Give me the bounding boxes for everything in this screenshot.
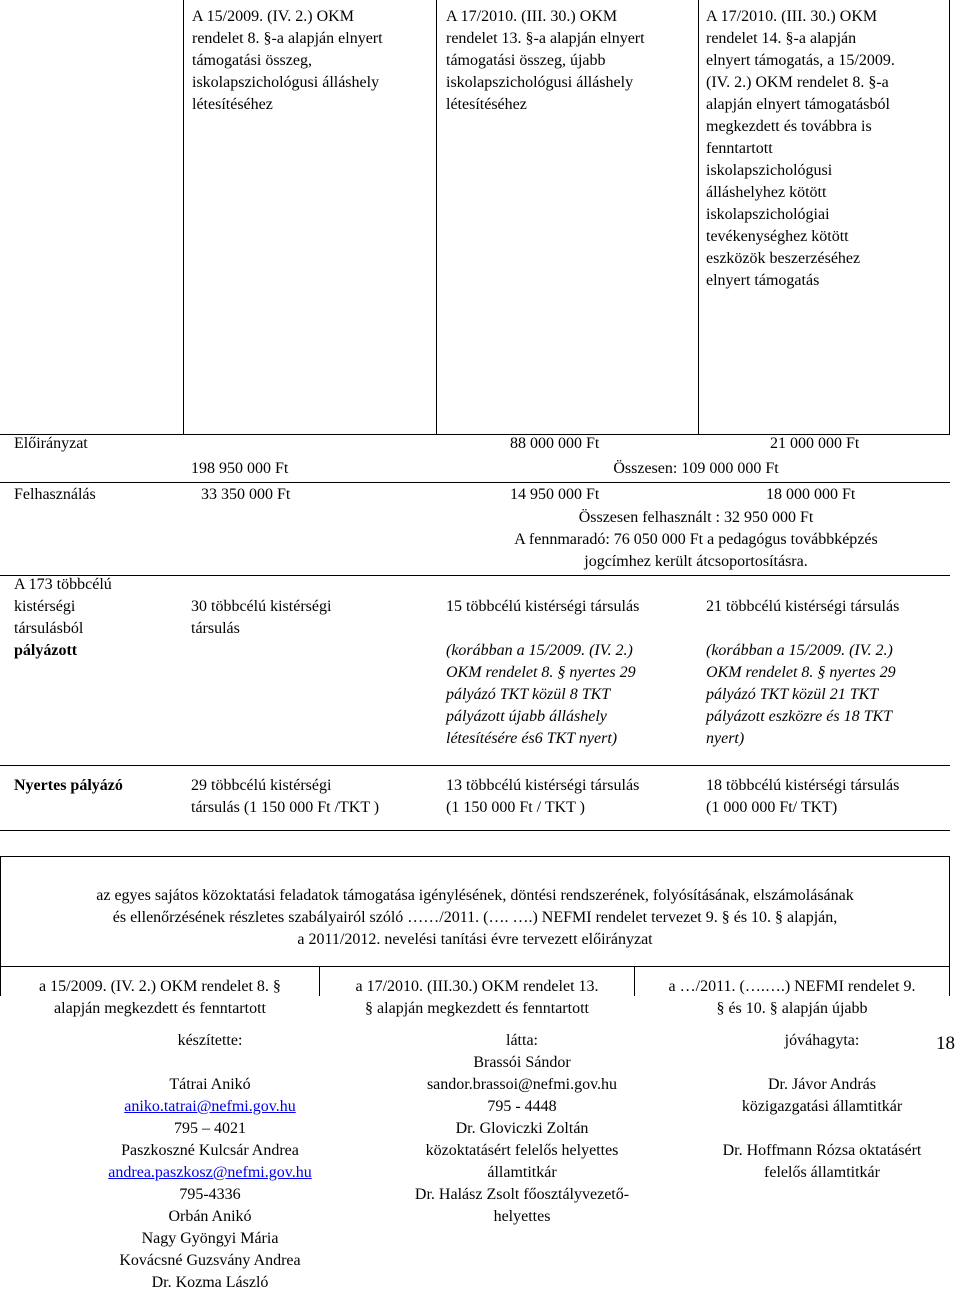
applicants-label: A 173 többcélú kistérségi társulásból pályázott: [14, 576, 112, 659]
felhasznalas-col2: 14 950 000 Ft: [510, 486, 600, 503]
top-col1: A 15/2009. (IV. 2.) OKM rendelet 8. §-a alapján elnyert támogatási összeg, iskolapszichológusi álláshely létesítéséhez: [192, 8, 383, 113]
applicants-col1: 30 többcélú kistérségi társulás: [191, 598, 332, 637]
winners-col3: 18 többcélú kistérségi társulás (1 000 000 Ft/ TKT): [706, 777, 900, 816]
winners-col1: 29 többcélú kistérségi társulás (1 150 000 Ft /TKT ): [191, 777, 380, 816]
page-number: 18: [936, 1033, 955, 1054]
keszitette-block: készítette: Tátrai Anikó aniko.tatrai@nefmi.gov.hu 795 – 4021 Paszkoszné Kulcsár Andrea andrea.paszkosz@nefmi.gov.hu 795-4336 Orbán Anikó Nagy Gyöngyi Mária Kovácsné Guzsvány Andrea Dr. Kozma László: [60, 1030, 360, 1294]
top-col3: A 17/2010. (III. 30.) OKM rendelet 14. §-a alapján elnyert támogatás, a 15/2009. (IV. 2.) OKM rendelet 8. §-a alapján elnyert támogatásból megkezdett és továbbra is fenntartott iskolapszichológusi álláshelyhez kötött iskolapszichológiai tevékenységhez kötött eszközök beszerzéséhez elnyert támogatás: [706, 8, 895, 289]
osszesen-felhasznalt: Összesen felhasznált : 32 950 000 Ft: [578, 509, 814, 526]
bottom-col1: a 15/2009. (IV. 2.) OKM rendelet 8. § alapján megkezdett és fenntartott: [39, 978, 281, 1017]
applicants-col3: 21 többcélú kistérségi társulás (korábban a 15/2009. (IV. 2.) OKM rendelet 8. § nyertes 29 pályázó TKT közül 21 TKT pályázott eszközre és 18 TKT nyert): [706, 598, 900, 747]
latta-block: látta: Brassói Sándor sandor.brassoi@nefmi.gov.hu 795 - 4448 Dr. Gloviczki Zoltán közoktatásért felelős helyettes államtitkár Dr. Halász Zsolt főosztályvezető- helyettes: [414, 1032, 630, 1225]
top-col2: A 17/2010. (III. 30.) OKM rendelet 13. §-a alapján elnyert támogatási összeg, újabb iskolapszichológusi álláshely létesítéséhez: [446, 8, 645, 113]
felhasznalas-label: Felhasználás: [14, 486, 96, 503]
winners-label: Nyertes pályázó: [14, 777, 123, 794]
osszesen: Összesen: 109 000 000 Ft: [613, 460, 779, 477]
eloiranyzat-col2: 88 000 000 Ft: [510, 435, 600, 452]
fennmarado-line2: jogcímhez került átcsoportosításra.: [584, 553, 808, 570]
bottom-col3: a …/2011. (….….) NEFMI rendelet 9. § és 10. § alapján újabb: [668, 978, 916, 1017]
middle-text: az egyes sajátos közoktatási feladatok támogatása igénylésének, döntési rendszerének, folyósításának, elszámolásának és ellenőrzésének részletes szabályairól szóló ……/2011. (…. ….) NEFMI rendelet tervezet 9. § és 10. § alapján, a 2011/2012. nevelési tanítási évre tervezett előirányzat: [96, 887, 854, 948]
eloiranyzat-col1: 198 950 000 Ft: [191, 460, 289, 477]
applicants-col2: 15 többcélú kistérségi társulás (korábban a 15/2009. (IV. 2.) OKM rendelet 8. § nyertes 29 pályázó TKT közül 8 TKT pályázott újabb álláshely létesítésére és6 TKT nyert): [446, 598, 640, 747]
felhasznalas-col1: 33 350 000 Ft: [201, 486, 291, 503]
email-link-paszkosz[interactable]: andrea.paszkosz@nefmi.gov.hu: [108, 1164, 312, 1181]
eloiranyzat-col3: 21 000 000 Ft: [770, 435, 860, 452]
fennmarado-line1: A fennmaradó: 76 050 000 Ft a pedagógus továbbképzés: [514, 531, 878, 548]
jovahagyta-block: jóváhagyta: Dr. Jávor András közigazgatási államtitkár Dr. Hoffmann Rózsa oktatásért felelős államtitkár: [722, 1032, 922, 1181]
felhasznalas-col3: 18 000 000 Ft: [766, 486, 856, 503]
bottom-col2: a 17/2010. (III.30.) OKM rendelet 13. § alapján megkezdett és fenntartott: [355, 978, 599, 1017]
email-link-tatrai[interactable]: aniko.tatrai@nefmi.gov.hu: [124, 1098, 296, 1115]
winners-col2: 13 többcélú kistérségi társulás (1 150 000 Ft / TKT ): [446, 777, 640, 816]
eloiranyzat-label: Előirányzat: [14, 435, 88, 452]
